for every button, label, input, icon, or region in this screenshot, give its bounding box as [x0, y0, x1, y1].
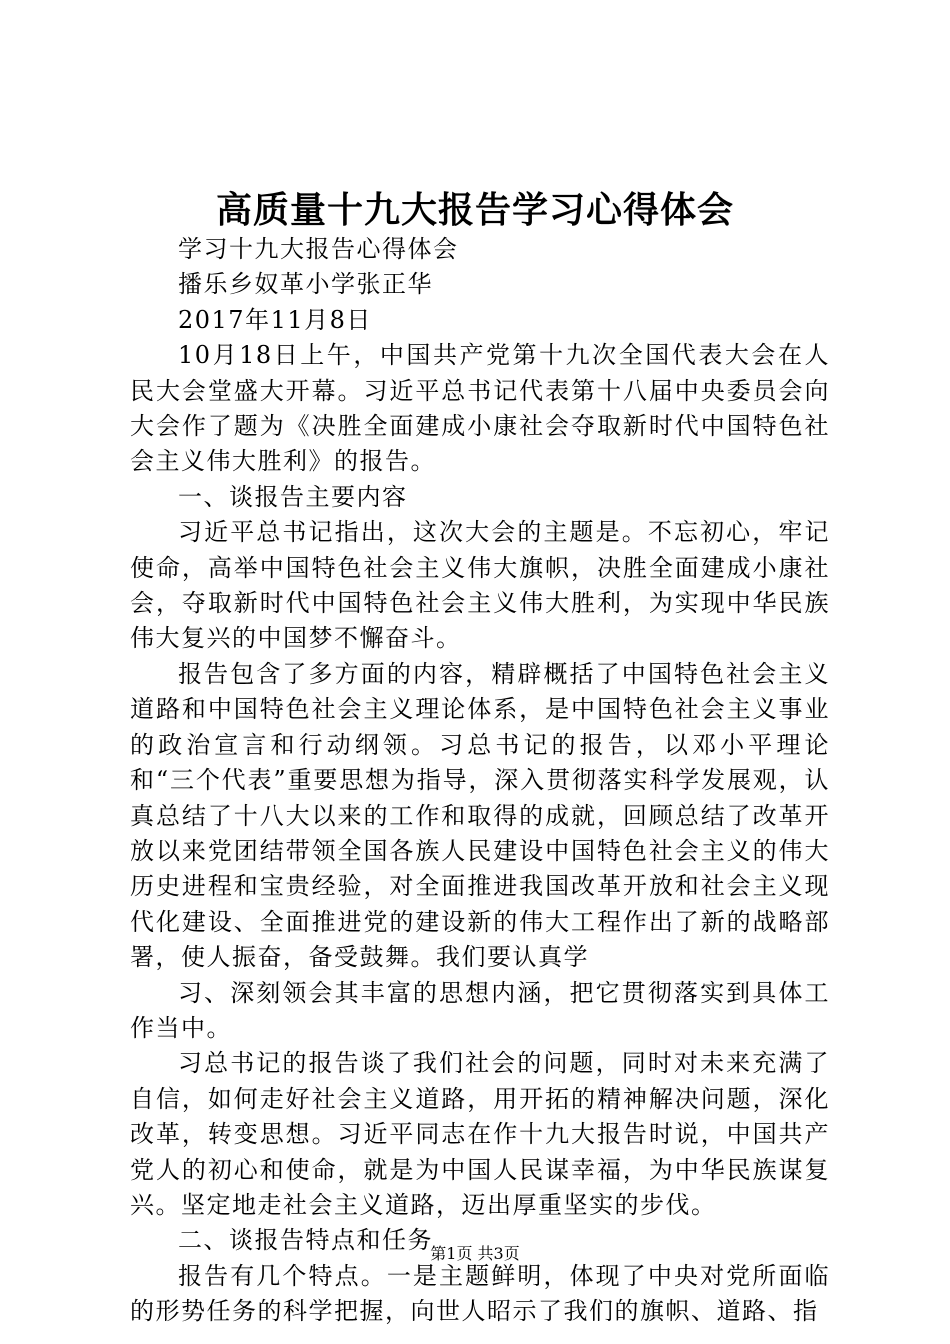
paragraph-intro: 10月18日上午，中国共产党第十九次全国代表大会在人民大会堂盛大开幕。习近平总书记代表第十八届中央委员会向大会作了题为《决胜全面建成小康社会夺取新时代中国特色社会主义伟大胜利》的报告。 [130, 341, 830, 476]
section-heading-1: 一、谈报告主要内容 [178, 482, 408, 511]
paragraph-theme: 习近平总书记指出，这次大会的主题是。不忘初心，牢记使命，高举中国特色社会主义伟大旗帜，决胜全面建成小康社会，夺取新时代中国特色社会主义伟大胜利，为实现中华民族伟大复兴的中国梦不懈奋斗。 [130, 518, 830, 653]
paragraph-study: 习、深刻领会其丰富的思想内涵，把它贯彻落实到具体工作当中。 [130, 978, 830, 1042]
paragraph-features: 报告有几个特点。一是主题鲜明，体现了中央对党所面临的形势任务的科学把握，向世人昭示了我们的旗帜、道路、指 [130, 1261, 830, 1326]
paragraph-content: 报告包含了多方面的内容，精辟概括了中国特色社会主义道路和中国特色社会主义理论体系，是中国特色社会主义事业的政治宣言和行动纲领。习总书记的报告，以邓小平理论和“三个代表”重要思想为指导，深入贯彻落实科学发展观，认真总结了十八大以来的工作和取得的成就，回顾总结了改革开放以来党团结带领全国各族人民建设中国特色社会主义的伟大历史进程和宝贵经验，对全面推进我国改革开放和社会主义现代化建设、全面推进党的建设新的伟大工程作出了新的战略部署，使人振奋，备受鼓舞。我们要认真学 [130, 659, 830, 972]
paragraph-author: 播乐乡奴革小学张正华 [178, 270, 433, 299]
paragraph-subtitle: 学习十九大报告心得体会 [178, 235, 459, 263]
document-title: 高质量十九大报告学习心得体会 [215, 189, 734, 231]
section-heading-2: 二、谈报告特点和任务 [178, 1226, 433, 1255]
page-footer: 第1页 共3页 [430, 1244, 520, 1263]
document-body [130, 232, 830, 1330]
paragraph-date: 2017年11月8日 [178, 305, 372, 334]
paragraph-confidence: 习总书记的报告谈了我们社会的问题，同时对未来充满了自信，如何走好社会主义道路，用开拓的精神解决问题，深化改革，转变思想。习近平同志在作十九大报告时说，中国共产党人的初心和使命，就是为中国人民谋幸福，为中华民族谋复兴。坚定地走社会主义道路，迈出厚重坚实的步伐。 [130, 1049, 830, 1219]
